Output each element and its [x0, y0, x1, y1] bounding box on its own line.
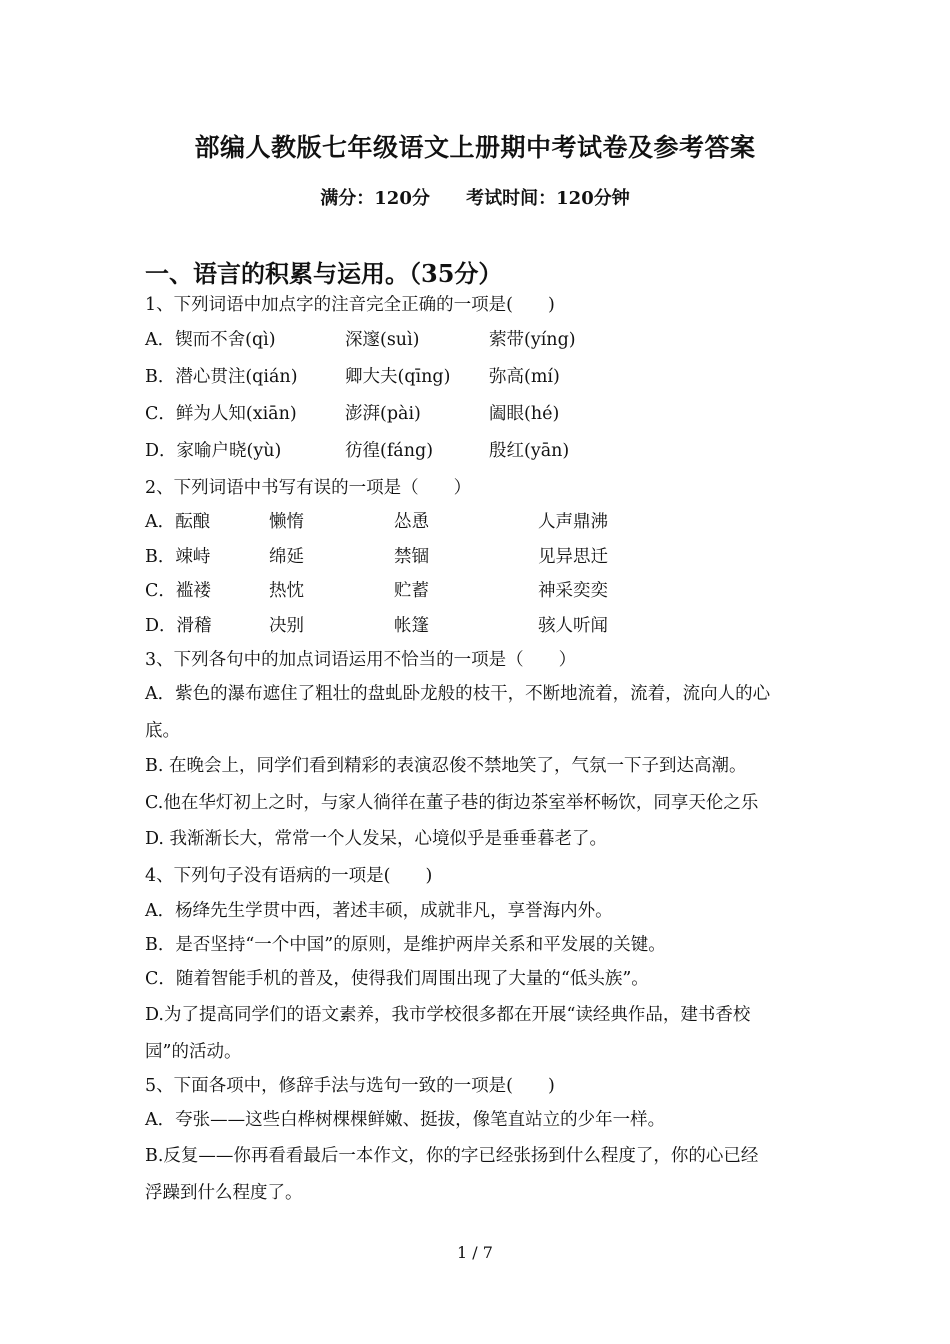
q1-b-word-2: 卿大夫(qīng)	[345, 367, 451, 387]
q4-option-c: C．随着智能手机的普及，使得我们周围出现了大量的“低头族”。	[145, 969, 649, 989]
q2-c-word-3: 贮蓄	[394, 581, 429, 601]
q2-b-word-2: 绵延	[269, 547, 304, 567]
q4-option-a: A．杨绛先生学贯中西，著述丰硕，成就非凡，享誉海内外。	[145, 901, 613, 921]
q2-a-word-1: A．酝酿	[145, 512, 211, 532]
q1-b-word-1: B．潜心贯注(qián)	[145, 367, 298, 387]
q3-option-a-line2: 底。	[145, 721, 180, 741]
page-title: 部编人教版七年级语文上册期中考试卷及参考答案	[194, 133, 756, 162]
q2-b-word-3: 禁锢	[394, 547, 429, 567]
q1-d-word-1: D．家喻户晓(yù)	[145, 441, 282, 461]
q1-d-word-2: 彷徨(fáng)	[345, 441, 434, 461]
q3-option-a-line1: A．紫色的瀑布遮住了粗壮的盘虬卧龙般的枝干，不断地流着，流着，流向人的心	[145, 684, 771, 704]
section-heading: 一、语言的积累与运用。（35分）	[145, 259, 503, 288]
q2-a-word-4: 人声鼎沸	[538, 512, 608, 532]
q2-d-word-4: 骇人听闻	[538, 616, 608, 636]
exam-time: 考试时间：120分钟	[466, 188, 630, 209]
q1-a-word-1: A．锲而不舍(qì)	[145, 330, 276, 350]
q2-a-word-3: 怂恿	[394, 512, 429, 532]
q3-option-d: D. 我渐渐长大，常常一个人发呆，心境似乎是垂垂暮老了。	[145, 829, 608, 849]
q1-c-word-2: 澎湃(pài)	[345, 404, 421, 424]
q5-option-b-line2: 浮躁到什么程度了。	[145, 1183, 303, 1203]
q2-d-word-3: 帐篷	[394, 616, 429, 636]
q1-a-word-3: 萦带(yíng)	[489, 330, 576, 350]
q1-stem: 1、下列词语中加点字的注音完全正确的一项是( )	[145, 295, 555, 315]
q1-c-word-3: 阖眼(hé)	[489, 404, 560, 424]
q3-option-b: B. 在晚会上，同学们看到精彩的表演忍俊不禁地笑了，气氛一下子到达高潮。	[145, 756, 747, 776]
q2-a-word-2: 懒惰	[269, 512, 304, 532]
q2-c-word-2: 热忱	[269, 581, 304, 601]
q2-d-word-1: D．滑稽	[145, 616, 212, 636]
q1-d-word-3: 殷红(yān)	[489, 441, 570, 461]
q4-option-b: B．是否坚持“一个中国”的原则，是维护两岸关系和平发展的关键。	[145, 935, 666, 955]
q1-c-word-1: C．鲜为人知(xiān)	[145, 404, 297, 424]
q2-c-word-1: C．褴褛	[145, 581, 211, 601]
q3-stem: 3、下列各句中的加点词语运用不恰当的一项是（ ）	[145, 650, 577, 670]
q2-d-word-2: 决别	[269, 616, 304, 636]
q4-stem: 4、下列句子没有语病的一项是( )	[145, 866, 433, 886]
q1-a-word-2: 深邃(suì)	[345, 330, 420, 350]
q5-stem: 5、下面各项中，修辞手法与选句一致的一项是( )	[145, 1076, 555, 1096]
q2-stem: 2、下列词语中书写有误的一项是（ ）	[145, 478, 472, 498]
q4-option-d-line2: 园”的活动。	[145, 1042, 242, 1062]
page-number: 1 / 7	[457, 1243, 493, 1262]
q3-option-c: C.他在华灯初上之时，与家人徜徉在董子巷的街边茶室举杯畅饮，同享天伦之乐	[145, 793, 759, 813]
q2-b-word-1: B．竦峙	[145, 547, 211, 567]
q2-b-word-4: 见异思迁	[538, 547, 608, 567]
q5-option-a: A．夸张——这些白桦树棵棵鲜嫩、挺拔，像笔直站立的少年一样。	[145, 1110, 666, 1130]
full-score: 满分：120分	[320, 188, 430, 209]
q1-b-word-3: 弥高(mí)	[489, 367, 560, 387]
q4-option-d-line1: D.为了提高同学们的语文素养，我市学校很多都在开展“读经典作品，建书香校	[145, 1005, 751, 1025]
exam-info	[0, 184, 950, 210]
q5-option-b-line1: B.反复——你再看看最后一本作文，你的字已经张扬到什么程度了，你的心已经	[145, 1146, 759, 1166]
q2-c-word-4: 神采奕奕	[538, 581, 608, 601]
